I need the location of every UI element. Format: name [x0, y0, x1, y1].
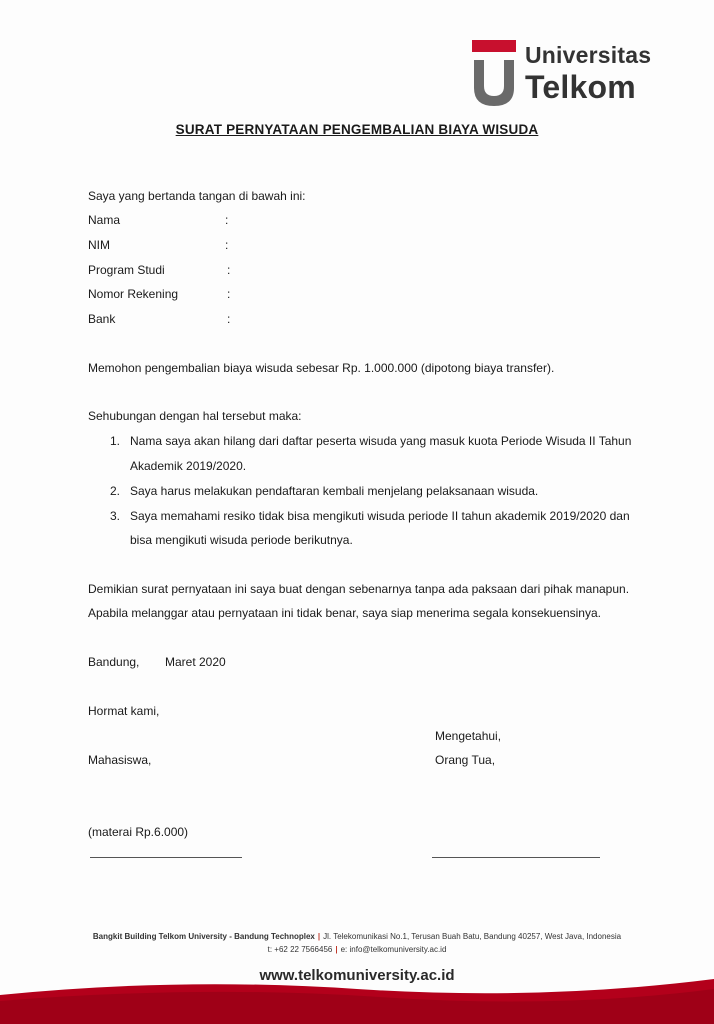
place-text: Bandung, [88, 655, 140, 669]
footer-address [0, 932, 714, 941]
footer-building: Bangkit Building Telkom University - Bandung Technoplex [92, 932, 315, 941]
point-number-2: 2. [110, 484, 121, 498]
field-colon-program-studi: : [227, 263, 231, 277]
telkom-logo-icon [472, 38, 520, 108]
closing-line-1: Demikian surat pernyataan ini saya buat dengan sebenarnya tanpa ada paksaan dari pihak manapun. [88, 582, 630, 596]
logo-text-universitas: Universitas [525, 42, 652, 68]
document-title: SURAT PERNYATAAN PENGEMBALIAN BIAYA WISUDA [175, 122, 539, 137]
regards-text: Hormat kami, [88, 704, 160, 718]
field-label-nama: Nama [88, 213, 121, 227]
acknowledged-text: Mengetahui, [435, 729, 502, 743]
footer-contact [0, 945, 714, 954]
footer-separator: | [335, 945, 338, 954]
point-3-line-1: Saya memahami resiko tidak bisa mengikuti wisuda periode II tahun akademik 2019/2020 dan [130, 509, 630, 523]
point-1-line-2: Akademik 2019/2020. [130, 459, 247, 473]
field-colon-bank: : [227, 312, 231, 326]
point-2-line-1: Saya harus melakukan pendaftaran kembali menjelang pelaksanaan wisuda. [130, 484, 539, 498]
parent-label: Orang Tua, [435, 753, 496, 767]
point-number-3: 3. [110, 509, 121, 523]
field-colon-nomor-rekening: : [227, 287, 231, 301]
footer-phone: t: +62 22 7566456 [267, 945, 333, 954]
footer-street: Jl. Telekomunikasi No.1, Terusan Buah Batu, Bandung 40257, West Java, Indonesia [323, 932, 622, 941]
field-label-nim: NIM [88, 238, 110, 252]
point-3-line-2: bisa mengikuti wisuda periode berikutnya. [130, 533, 353, 547]
footer-separator: | [317, 932, 321, 941]
parent-signature-line [432, 857, 600, 858]
closing-line-2: Apabila melanggar atau pernyataan ini tidak benar, saya siap menerima segala konsekuensinya. [88, 606, 601, 620]
date-text: Maret 2020 [165, 655, 226, 669]
point-number-1: 1. [110, 434, 121, 448]
point-1-line-1: Nama saya akan hilang dari daftar peserta wisuda yang masuk kuota Periode Wisuda II Tahun [130, 434, 632, 448]
field-label-nomor-rekening: Nomor Rekening [88, 287, 179, 301]
intro-text: Saya yang bertanda tangan di bawah ini: [88, 189, 306, 203]
stamp-note: (materai Rp.6.000) [88, 825, 189, 839]
request-text: Memohon pengembalian biaya wisuda sebesar Rp. 1.000.000 (dipotong biaya transfer). [88, 361, 555, 375]
field-colon-nama: : [225, 213, 229, 227]
field-label-bank: Bank [88, 312, 116, 326]
university-logo [472, 38, 662, 108]
field-colon-nim: : [225, 238, 229, 252]
footer-email: e: info@telkomuniversity.ac.id [340, 945, 447, 954]
footer-website: www.telkomuniversity.ac.id [259, 967, 455, 984]
student-signature-line [90, 857, 242, 858]
logo-text-telkom: Telkom [525, 69, 636, 105]
student-label: Mahasiswa, [88, 753, 152, 767]
field-label-program-studi: Program Studi [88, 263, 165, 277]
consequence-intro: Sehubungan dengan hal tersebut maka: [88, 409, 302, 423]
footer-red-wave [0, 975, 714, 1024]
